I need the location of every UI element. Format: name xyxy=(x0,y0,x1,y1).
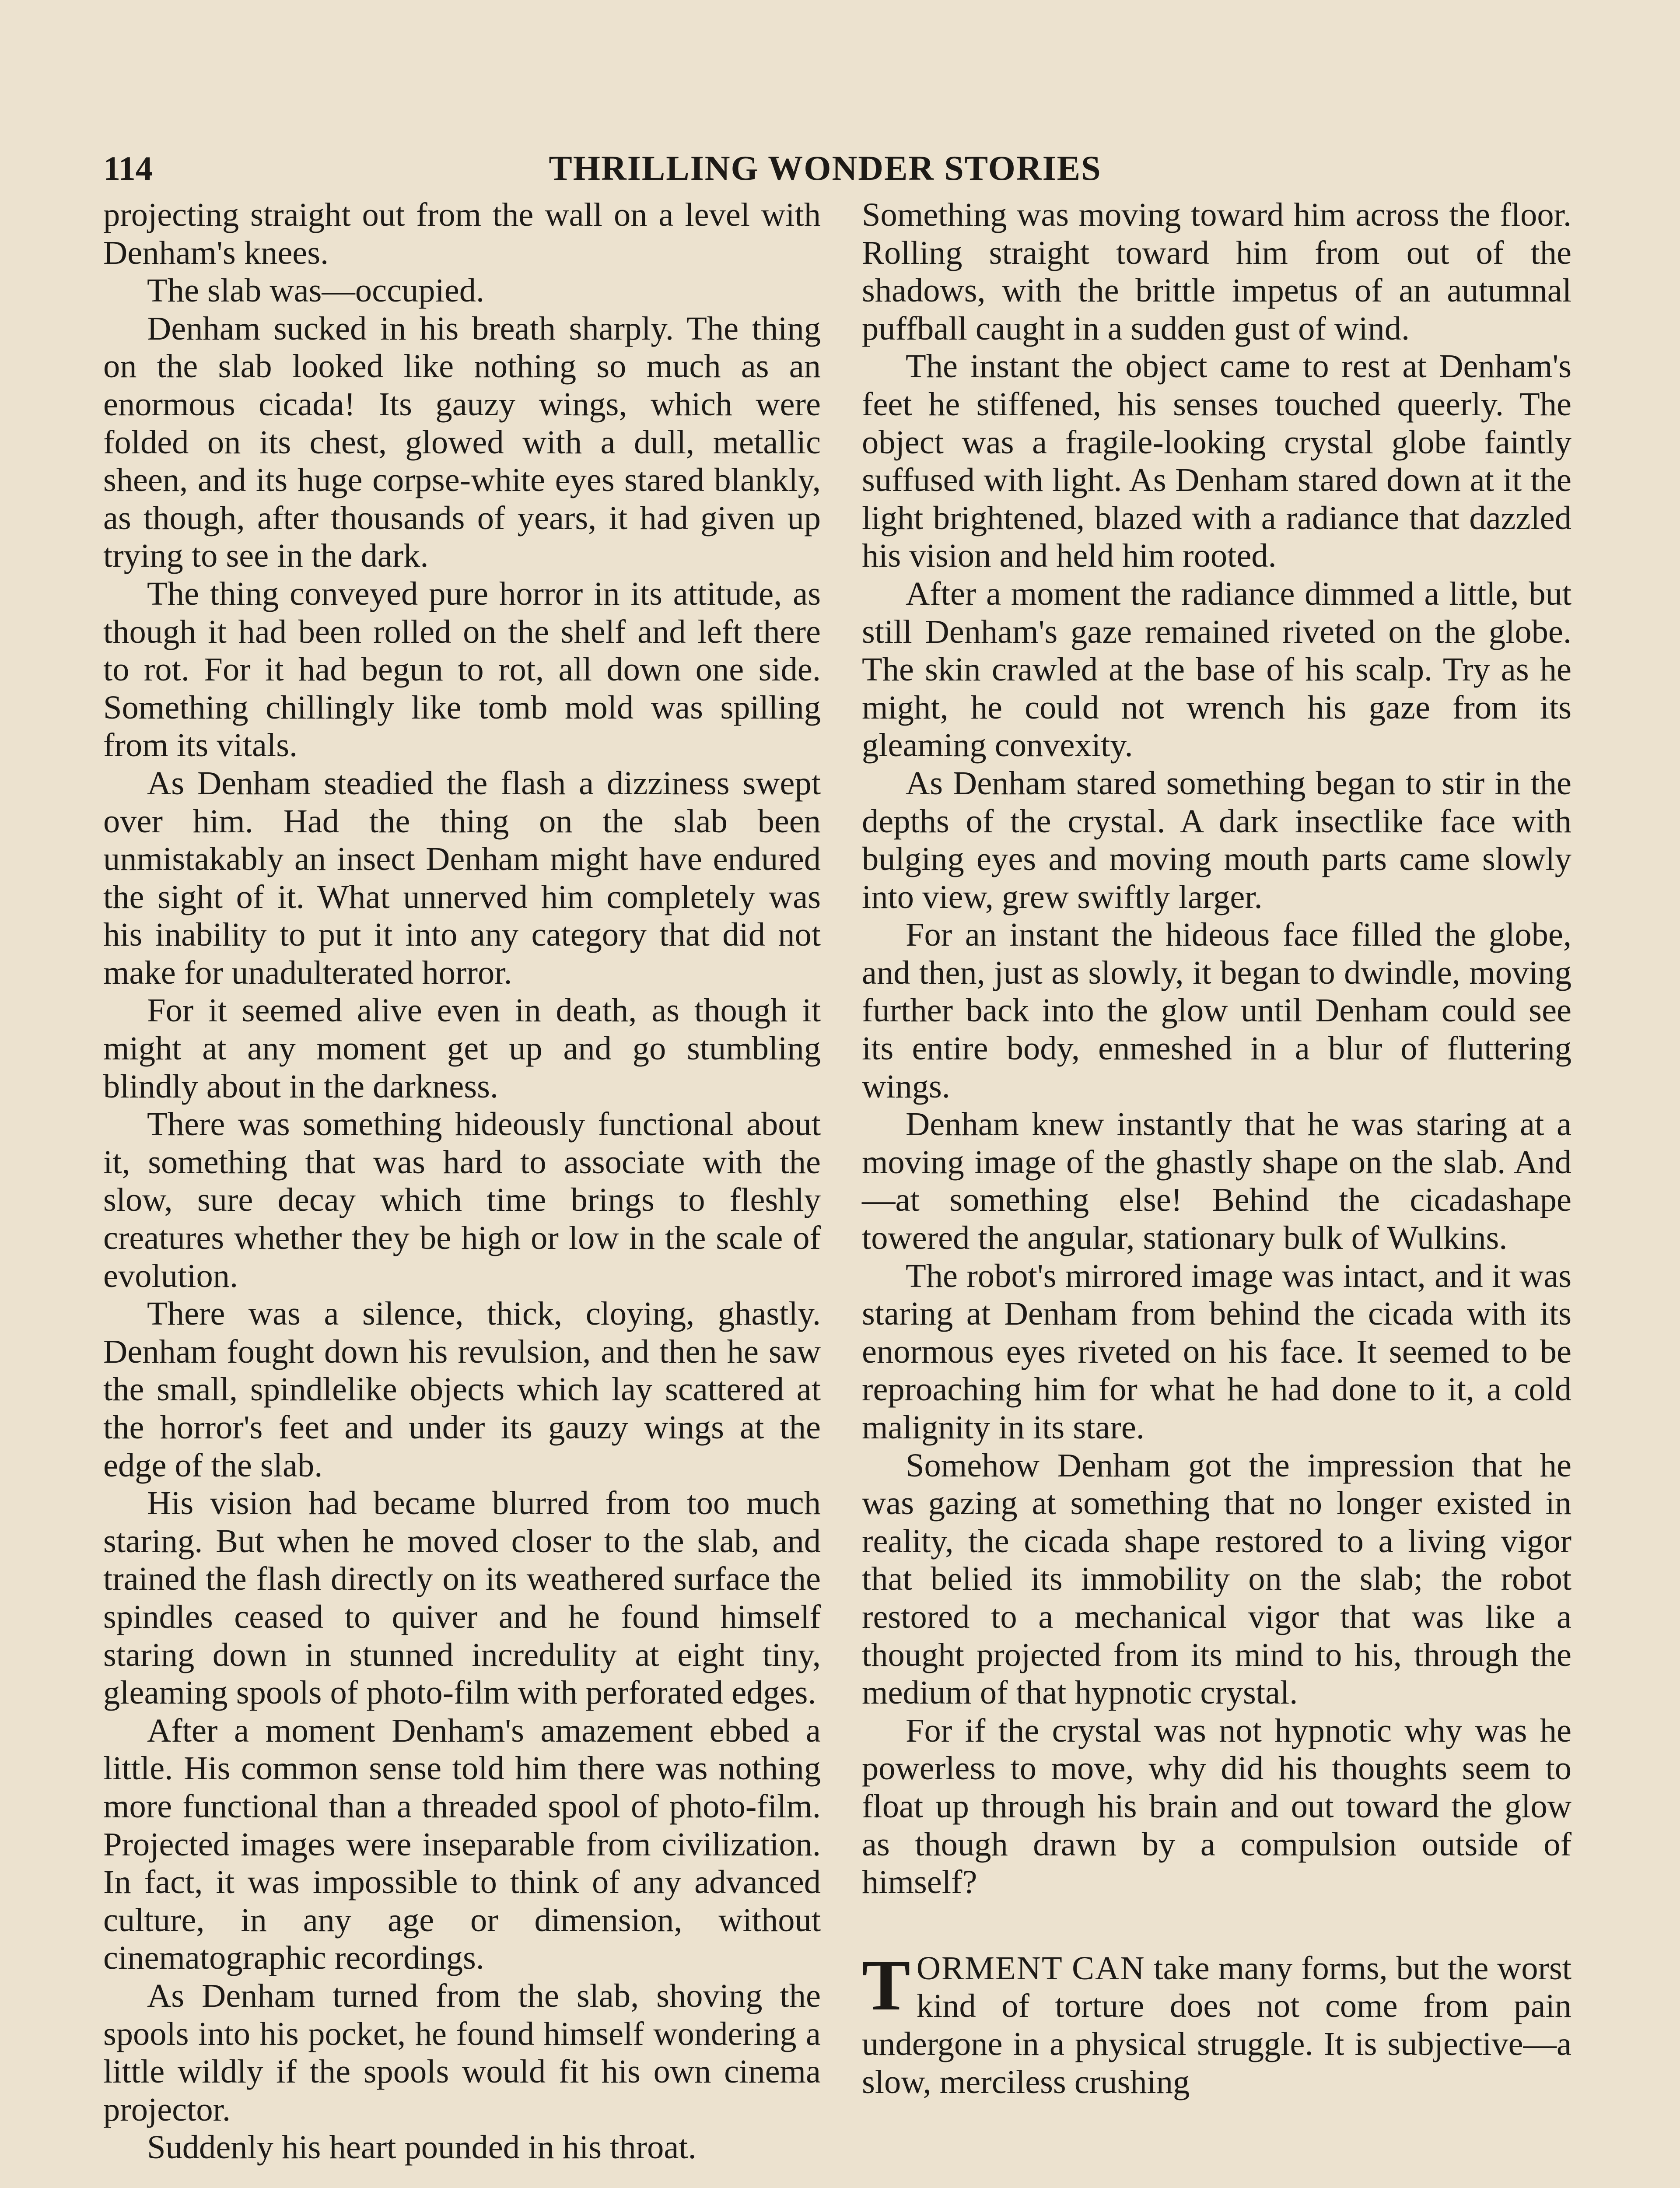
paragraph: As Denham stared something began to stir in the depths of the crystal. A dark insectlike face with bulging eyes and moving mouth parts came slowly into view, grew swiftly larger. xyxy=(862,764,1572,915)
paragraph: Denham knew instantly that he was staring at a moving image of the ghastly shape on the slab. And—at something else! Behind the cicadashape towered the angular, stationary bulk of Wulkins. xyxy=(862,1105,1572,1257)
right-column xyxy=(862,196,1572,2101)
paragraph: For an instant the hideous face filled the globe, and then, just as slowly, it began to dwindle, moving further back into the glow until Denham could see its entire body, enmeshed in a blur of fluttering wings. xyxy=(862,916,1572,1105)
section-break-space xyxy=(862,1901,1572,1950)
paragraph: For it seemed alive even in death, as though it might at any moment get up and go stumbling blindly about in the darkness. xyxy=(103,992,821,1105)
section-opening-paragraph xyxy=(862,1944,1572,2101)
paragraph: As Denham turned from the slab, shoving the spools into his pocket, he found himself wondering a little wildly if the spools would fit his own cinema projector. xyxy=(103,1977,821,2128)
paragraph: Something was moving toward him across the floor. Rolling straight toward him from out of the shadows, with the brittle impetus of an autumnal puffball caught in a sudden gust of wind. xyxy=(862,196,1572,347)
paragraph: The instant the object came to rest at Denham's feet he stiffened, his senses touched queerly. The object was a fragile-looking crystal globe faintly suffused with light. As Denham stared down at it the light brightened, blazed with a radiance that dazzled his vision and held him rooted. xyxy=(862,347,1572,575)
paragraph: As Denham steadied the flash a dizziness swept over him. Had the thing on the slab been unmistakably an insect Denham might have endured the sight of it. What unnerved him completely was his inability to put it into any category that did not make for unadulterated horror. xyxy=(103,764,821,991)
paragraph: Suddenly his heart pounded in his throat. xyxy=(147,2128,696,2166)
paragraph: After a moment Denham's amazement ebbed a little. His common sense told him there was nothing more functional than a threaded spool of photo-film. Projected images were inseparable from civilization. In fact, it was impossible to think of any advanced culture, in any age or dimension, without cinematographic recordings. xyxy=(103,1711,821,1977)
magazine-title: THRILLING WONDER STORIES xyxy=(549,149,1102,188)
paragraph: Denham sucked in his breath sharply. The thing on the slab looked like nothing so much as an enormous cicada! Its gauzy wings, which were folded on its chest, glowed with a dull, metallic sheen, and its huge corpse-white eyes stared blankly, as though, after thousands of years, it had given up trying to see in the dark. xyxy=(103,309,821,575)
paragraph: The slab was—occupied. xyxy=(147,272,485,309)
section-opening-text: take many forms, but the worst kind of torture does not come from pain undergone in a physical struggle. It is subjective—a slow, merciless crushing xyxy=(862,1949,1572,2100)
left-column xyxy=(103,196,821,2167)
lead-in-caps: ORMENT CAN xyxy=(916,1949,1145,1987)
paragraph: His vision had became blurred from too much staring. But when he moved closer to the slab, and trained the flash directly on its weathered surface the spindles ceased to quiver and he found himself staring down in stunned incredulity at eight tiny, gleaming spools of photo-film with perforated edges. xyxy=(103,1484,821,1711)
paragraph: Somehow Denham got the impression that he was gazing at something that no longer existed in reality, the cicada shape restored to a living vigor that belied its immobility on the slab; the robot restored to a mechanical vigor that was like a thought projected from its mind to his, through the medium of that hypnotic crystal. xyxy=(862,1446,1572,1711)
paragraph: The thing conveyed pure horror in its attitude, as though it had been rolled on the shelf and left there to rot. For it had begun to rot, all down one side. Something chillingly like tomb mold was spilling from its vitals. xyxy=(103,575,821,764)
paragraph: There was something hideously functional about it, something that was hard to associate with the slow, sure decay which time brings to fleshly creatures whether they be high or low in the scale of evolution. xyxy=(103,1105,821,1294)
paragraph: After a moment the radiance dimmed a little, but still Denham's gaze remained riveted on the globe. The skin crawled at the base of his scalp. Try as he might, he could not wrench his gaze from its gleaming convexity. xyxy=(862,575,1572,764)
drop-cap: T xyxy=(862,1944,910,2025)
page-header xyxy=(103,149,1547,188)
paragraph: The robot's mirrored image was intact, and it was staring at Denham from behind the cicada with its enormous eyes riveted on his face. It seemed to be reproaching him for what he had done to it, a cold malignity in its stare. xyxy=(862,1257,1572,1446)
page-number: 114 xyxy=(103,149,153,187)
paragraph: There was a silence, thick, cloying, ghastly. Denham fought down his revulsion, and then he saw the small, spindlelike objects which lay scattered at the horror's feet and under its gauzy wings at the edge of the slab. xyxy=(103,1295,821,1484)
paragraph: For if the crystal was not hypnotic why was he powerless to move, why did his thoughts seem to float up through his brain and out toward the glow as though drawn by a compulsion outside of himself? xyxy=(862,1711,1572,1901)
paragraph: projecting straight out from the wall on a level with Denham's knees. xyxy=(103,196,821,271)
